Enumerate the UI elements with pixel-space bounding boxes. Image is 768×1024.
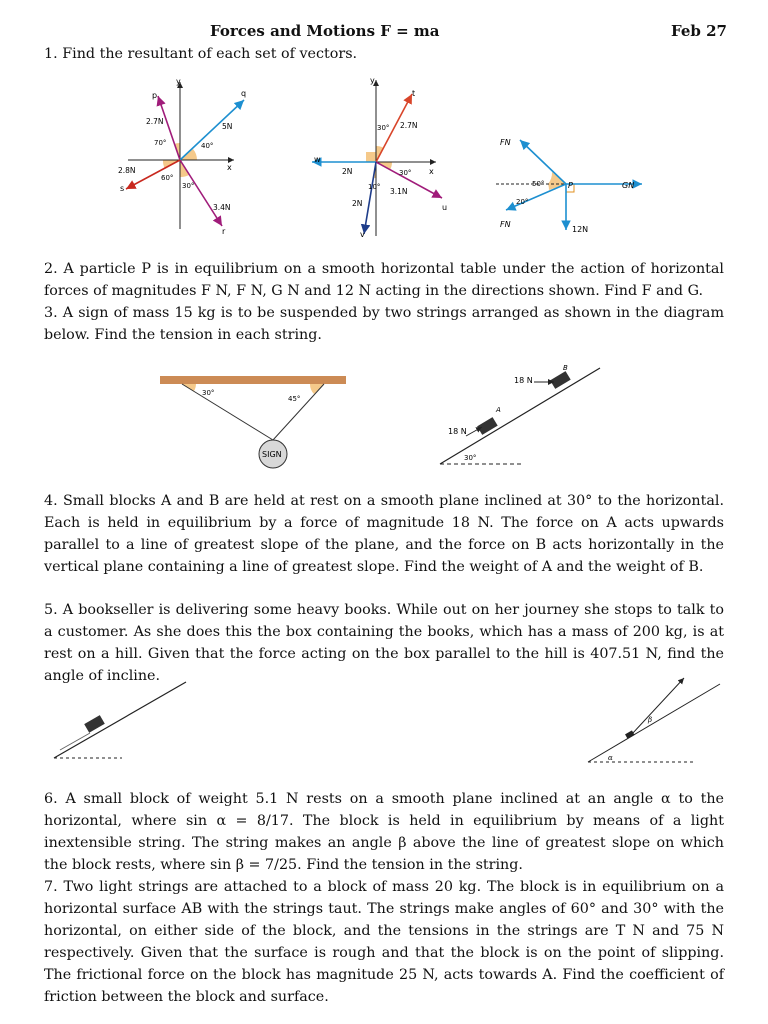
- vector-q-label: q: [241, 89, 247, 98]
- right-angle-mark: [366, 152, 376, 162]
- sign-label: SIGN: [262, 450, 282, 459]
- string-block-diagram: [586, 676, 726, 768]
- question-3: [44, 302, 724, 346]
- question-number: 5.: [44, 602, 58, 618]
- vector-q-magnitude: 5N: [222, 122, 233, 131]
- hill-slope: [54, 682, 186, 758]
- beta-label: β: [648, 716, 653, 724]
- incline-blocks-diagram: [438, 362, 606, 470]
- vector-v-angle: 10°: [368, 183, 381, 191]
- string-right: [273, 384, 324, 440]
- string-line: [632, 678, 684, 734]
- angle-50-label: 50°: [532, 180, 545, 188]
- vector-r-magnitude: 3.4N: [213, 203, 231, 212]
- slope-shading: [60, 733, 90, 750]
- force-f2-label: FN: [500, 220, 511, 229]
- axis-y-label: y: [176, 77, 181, 86]
- vector-u-label: u: [442, 203, 448, 212]
- question-number: 6.: [44, 791, 58, 807]
- force-12n-label: 12N: [572, 225, 589, 234]
- angle-right-label: 45°: [288, 395, 301, 403]
- angle-left-label: 30°: [202, 389, 215, 397]
- vector-s-magnitude: 2.8N: [118, 166, 136, 175]
- force-b-label: 18 N: [514, 376, 533, 385]
- box-on-hill-diagram: [52, 678, 192, 764]
- string-left: [182, 384, 273, 440]
- point-p-label: P: [568, 181, 573, 190]
- force-a-arrow: [466, 427, 482, 436]
- question-5: [44, 599, 724, 687]
- vector-w-magnitude: 2N: [342, 167, 353, 176]
- vector-diagram-1: [118, 74, 248, 234]
- question-text: Two light strings are attached to a block of mass 20 kg. The block is in equilibrium on a horizontal surface AB with the strings taut. The strings make angles of 60° and 30° with the horizontal, on either side of the block, and the tensions in the strings are T N and 75 N respectively. Given that the surface is rough and that the block is on the point of slipping. The frictional force on the block has magnitude 25 N, acts towards A. Find the coefficient of friction between the block and surface.: [44, 879, 724, 1005]
- vector-p-magnitude: 2.7N: [146, 117, 164, 126]
- question-7: [44, 876, 724, 1008]
- force-a-label: 18 N: [448, 427, 467, 436]
- question-number: 3.: [44, 305, 58, 321]
- question-4: [44, 490, 724, 578]
- inclined-plane: [588, 684, 720, 762]
- vector-p-label: p: [152, 91, 158, 100]
- angle-20-label: 20°: [516, 198, 529, 206]
- question-text: Find the resultant of each set of vectors.: [62, 46, 358, 62]
- axis-x-label: x: [227, 163, 232, 172]
- question-text: A sign of mass 15 kg is to be suspended by two strings arranged as shown in the diagram below. Find the tension in each string.: [44, 305, 725, 343]
- vector-u-angle: 30°: [399, 169, 412, 177]
- vector-s-label: s: [120, 184, 125, 193]
- question-text: A particle P is in equilibrium on a smooth horizontal table under the action of horizontal forces of magnitudes F N, F N, G N and 12 N acting in the directions shown. Find F and G.: [44, 261, 724, 299]
- vector-v-magnitude: 2N: [352, 199, 363, 208]
- question-text: A bookseller is delivering some heavy books. While out on her journey she stops to talk to a customer. As she does this the box containing the books, which has a mass of 200 kg, is at rest on a hill. Given that the force acting on the box parallel to the hill is 407.51 N, find the angle of incline.: [44, 602, 725, 684]
- vector-q: [180, 100, 244, 160]
- axis-y-label: y: [370, 76, 375, 85]
- vector-t-magnitude: 2.7N: [400, 121, 418, 130]
- alpha-label: α: [608, 754, 613, 762]
- vector-r-angle: 30°: [182, 182, 195, 190]
- ceiling-beam: [160, 376, 346, 384]
- force-g-label: GN: [622, 181, 635, 190]
- question-number: 4.: [44, 493, 58, 509]
- vector-q-angle: 40°: [201, 142, 214, 150]
- angle-wedge: [310, 384, 324, 394]
- force-f1: [520, 140, 566, 184]
- vector-p-angle: 70°: [154, 139, 167, 147]
- vector-w-label: w: [314, 155, 321, 164]
- vector-u-magnitude: 3.1N: [390, 187, 408, 196]
- vector-t-angle: 30°: [377, 124, 390, 132]
- block-a-label: A: [496, 406, 501, 414]
- block-b-label: B: [563, 364, 568, 372]
- vector-r: [180, 160, 222, 226]
- vector-t-label: t: [412, 89, 416, 98]
- page-date: Feb 27: [671, 22, 727, 40]
- question-6: [44, 788, 724, 876]
- question-2: [44, 258, 724, 302]
- force-diagram-p: [494, 126, 654, 238]
- block-a: [477, 417, 498, 435]
- block-b: [550, 371, 571, 389]
- vector-p: [158, 96, 180, 160]
- vector-diagram-2: [304, 74, 452, 240]
- question-text: A small block of weight 5.1 N rests on a smooth plane inclined at an angle α to the horizontal, where sin α = 8/17. The block is held in equilibrium by means of a light inextensible string. The string makes an angle β above the line of greatest slope on which the block rests, where sin β = 7/25. Find the tension in the string.: [44, 791, 724, 873]
- question-number: 2.: [44, 261, 58, 277]
- force-f1-label: FN: [500, 138, 511, 147]
- question-1: [44, 43, 724, 65]
- page-title: Forces and Motions F = ma: [210, 22, 440, 40]
- question-number: 1.: [44, 46, 58, 62]
- question-number: 7.: [44, 879, 58, 895]
- vector-s-angle: 60°: [161, 174, 174, 182]
- question-text: Small blocks A and B are held at rest on a smooth plane inclined at 30° to the horizontal. Each is held in equilibrium by a force of magnitude 18 N. The force on A acts upwards parallel to a line of greatest slope of the plane, and the force on B acts horizontally in the vertical plane containing a line of greatest slope. Find the weight of A and the weight of B.: [44, 493, 725, 575]
- vector-r-label: r: [222, 227, 226, 234]
- incline-angle-label: 30°: [464, 454, 477, 462]
- sign-diagram: [158, 372, 348, 472]
- axis-x-label: x: [429, 167, 434, 176]
- vector-v-label: v: [360, 230, 365, 239]
- vector-v: [364, 162, 376, 234]
